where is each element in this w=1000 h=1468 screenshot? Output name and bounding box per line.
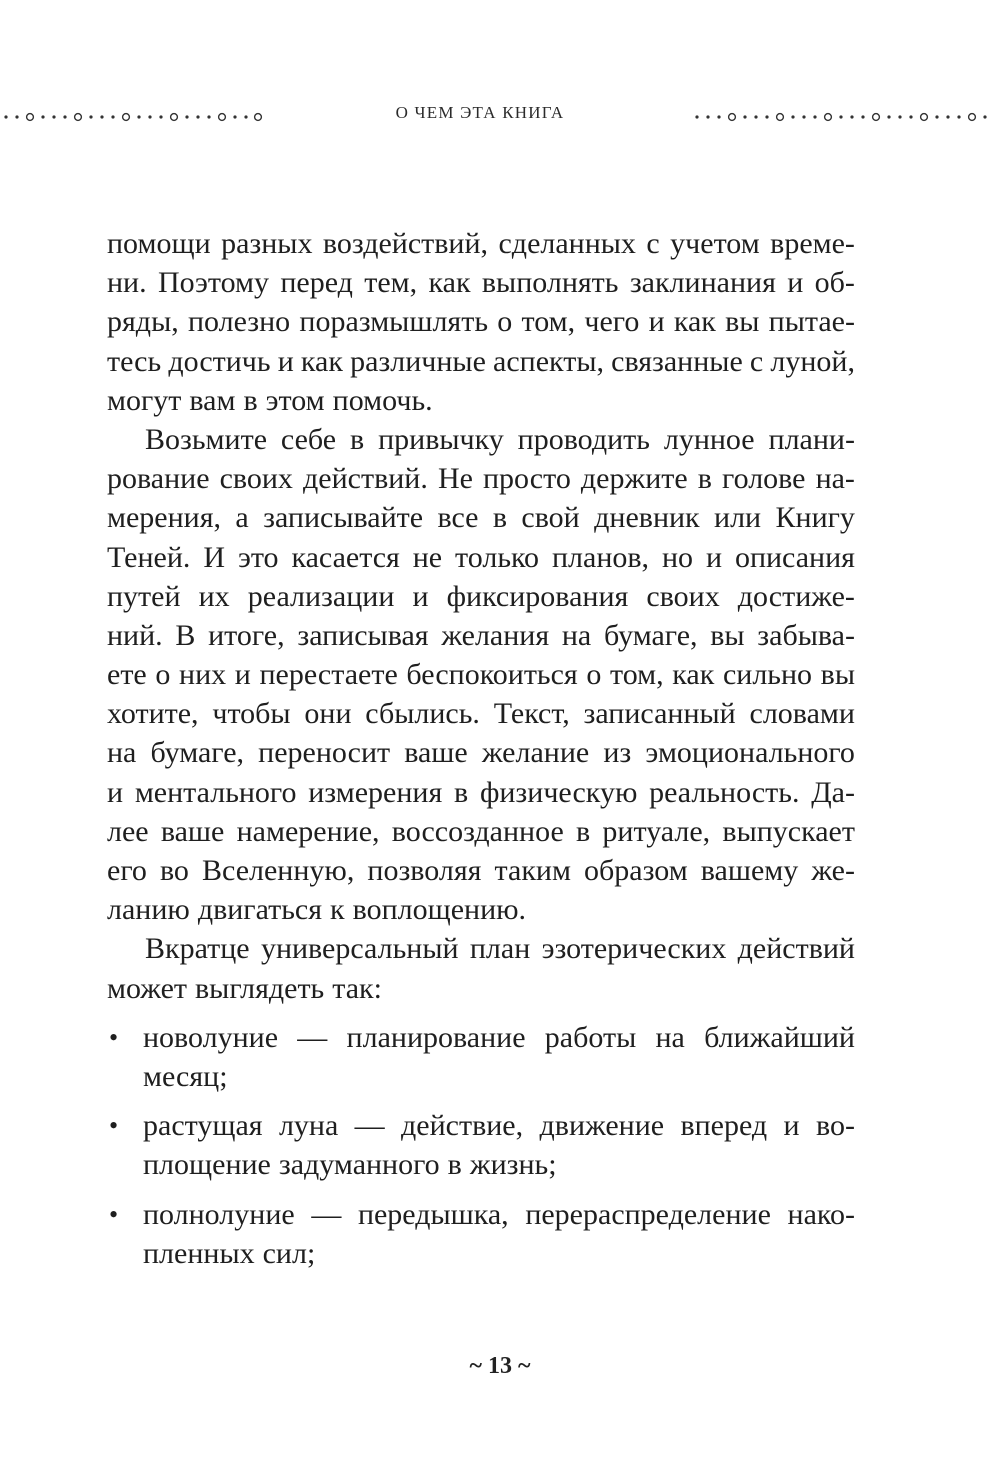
text-line: рование своих действий. Не просто держите в голове на- [107, 462, 855, 496]
text-line: хотите, чтобы они сбылись. Текст, записанный словами [107, 697, 855, 731]
list-item [107, 1195, 855, 1273]
text-line: тесь достичь и как различные аспекты, связанные с луной, [107, 344, 855, 378]
text-line: Теней. И это касается не только планов, но и описания [107, 540, 855, 574]
paragraph-3 [107, 929, 855, 1007]
paragraph-2 [107, 420, 855, 929]
text-line: мерения, а записывайте все в свой дневник или Книгу [107, 501, 855, 535]
text-line: может выглядеть так: [107, 971, 382, 1005]
text-line: помощи разных воздействий, сделанных с учетом време- [107, 227, 855, 260]
text-line: Возьмите себе в привычку проводить лунное плани- [145, 422, 855, 456]
text-line: новолуние — планирование работы на ближайший [143, 1020, 855, 1054]
text-line: на бумаге, переносит ваше желание из эмоционального [107, 736, 855, 770]
text-line: Вкратце универсальный план эзотерических действий [145, 932, 855, 966]
bullet-list [107, 1018, 855, 1273]
dotted-ornament-right [693, 107, 993, 127]
text-line: ни. Поэтому перед тем, как выполнять заклинания и об- [107, 266, 855, 300]
text-line: растущая луна — действие, движение вперед и во- [143, 1109, 855, 1143]
bullet-icon: • [109, 1022, 119, 1052]
text-line: пленных сил; [143, 1236, 316, 1270]
list-item [107, 1106, 855, 1184]
list-item [107, 1018, 855, 1096]
text-line: путей их реализации и фиксирования своих достиже- [107, 579, 855, 613]
running-title: О ЧЕМ ЭТА КНИГА [395, 103, 565, 122]
text-line: полнолуние — передышка, перераспределение нако- [143, 1197, 855, 1231]
text-line: лее ваше намерение, воссозданное в ритуале, выпускает [107, 814, 855, 848]
bullet-icon: • [109, 1199, 119, 1229]
text-line: могут вам в этом помочь. [107, 383, 433, 417]
text-line: ете о них и перестаете беспокоиться о том, как сильно вы [107, 658, 855, 692]
bullet-icon: • [109, 1111, 119, 1141]
body-text [107, 224, 855, 1273]
paragraph-1 [107, 224, 855, 420]
text-line: ланию двигаться к воплощению. [107, 893, 527, 927]
text-line: его во Вселенную, позволяя таким образом вашему же- [107, 854, 855, 887]
text-line: ний. В итоге, записывая желания на бумаге, вы забыва- [107, 618, 855, 652]
text-line: и ментального измерения в физическую реальность. Да- [107, 775, 855, 809]
text-line: ряды, полезно поразмышлять о том, чего и как вы пытае- [107, 305, 855, 339]
text-line: месяц; [143, 1059, 228, 1093]
text-line: площение задуманного в жизнь; [143, 1148, 557, 1182]
running-head [0, 101, 1000, 131]
dotted-ornament-left [2, 107, 264, 127]
page-number: ~ 13 ~ [469, 1353, 531, 1379]
